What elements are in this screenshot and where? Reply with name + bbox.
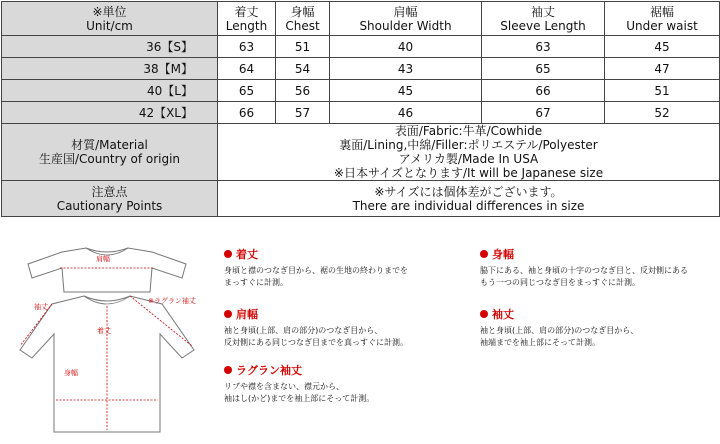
size-table	[1, 1, 720, 217]
table-row	[2, 36, 720, 58]
size-label: 40【L】	[2, 80, 218, 102]
collar-diagram	[22, 244, 192, 296]
table-row	[2, 80, 720, 102]
sleeve-value: 66	[482, 80, 605, 102]
sleeve-value: 67	[482, 102, 605, 124]
sleeve-value: 65	[482, 58, 605, 80]
table-row	[2, 102, 720, 124]
note-raglan: ラグラン袖丈 リブや襟を含まない、襟元から、 袖はし(かど)までを袖上部にそって計測。	[224, 364, 375, 403]
diagram-raglan-label: ※ラグラン袖丈	[148, 297, 196, 305]
note-chest: 身幅 脇下にある、袖と身頃の十字のつなぎ目と、反対側にある もう一つの同じつなぎ目をまっすぐに計測。	[480, 248, 688, 287]
note-sleeve: 袖丈 袖と身頃(上部、肩の部分)のつなぎ目から、 袖端までを袖上部にそって計測。	[480, 308, 639, 347]
note-length: 着丈 身頃と襟のつなぎ目から、裾の生地の終わりまでを まっすぐに計測。	[224, 248, 408, 287]
chest-value: 51	[276, 36, 330, 58]
garment-diagram	[12, 290, 202, 440]
waist-header: 裾幅 Under waist	[605, 2, 720, 36]
material-details: 表面/Fabric:牛革/Cowhide 裏面/Lining,中綿/Filler:ポリエステル/Polyester アメリカ製/Made In USA ※日本サイズとなります/It will be Japanese size	[218, 124, 720, 181]
shoulder-value: 43	[330, 58, 482, 80]
sleeve-header: 袖丈 Sleeve Length	[482, 2, 605, 36]
bullet-icon	[480, 310, 488, 318]
shoulder-value: 45	[330, 80, 482, 102]
diagram-shoulder-label: 肩幅	[96, 255, 110, 263]
waist-value: 51	[605, 80, 720, 102]
length-value: 64	[218, 58, 276, 80]
chest-header: 身幅 Chest	[276, 2, 330, 36]
length-header: 着丈 Length	[218, 2, 276, 36]
caution-label: 注意点 Cautionary Points	[2, 181, 218, 217]
bullet-icon	[224, 310, 232, 318]
bullet-icon	[224, 366, 232, 374]
diagram-chest-label: 身幅	[64, 369, 78, 377]
length-value: 65	[218, 80, 276, 102]
waist-value: 52	[605, 102, 720, 124]
note-shoulder: 肩幅 袖と身頃(上部、肩の部分)のつなぎ目から、 反対側にある同じつなぎ目までを真っすぐに計測。	[224, 308, 408, 347]
caution-details: ※サイズには個体差がございます。 There are individual differences in size	[218, 181, 720, 217]
diagram-length-label: 着丈	[97, 327, 111, 335]
shoulder-value: 40	[330, 36, 482, 58]
chest-value: 56	[276, 80, 330, 102]
size-label: 38【M】	[2, 58, 218, 80]
length-value: 63	[218, 36, 276, 58]
measurement-guide	[0, 250, 720, 440]
length-value: 66	[218, 102, 276, 124]
size-label: 36【S】	[2, 36, 218, 58]
chest-value: 57	[276, 102, 330, 124]
chest-value: 54	[276, 58, 330, 80]
shoulder-value: 46	[330, 102, 482, 124]
shoulder-header: 肩幅 Shoulder Width	[330, 2, 482, 36]
bullet-icon	[480, 250, 488, 258]
unit-header: ※単位 Unit/cm	[2, 2, 218, 36]
table-header-row	[2, 2, 720, 36]
size-label: 42【XL】	[2, 102, 218, 124]
bullet-icon	[224, 250, 232, 258]
sleeve-value: 63	[482, 36, 605, 58]
material-row	[2, 124, 720, 181]
waist-value: 47	[605, 58, 720, 80]
table-row	[2, 58, 720, 80]
diagram-sleeve-label: 袖丈	[34, 303, 48, 311]
caution-row	[2, 181, 720, 217]
material-label: 材質/Material 生産国/Country of origin	[2, 124, 218, 181]
waist-value: 45	[605, 36, 720, 58]
